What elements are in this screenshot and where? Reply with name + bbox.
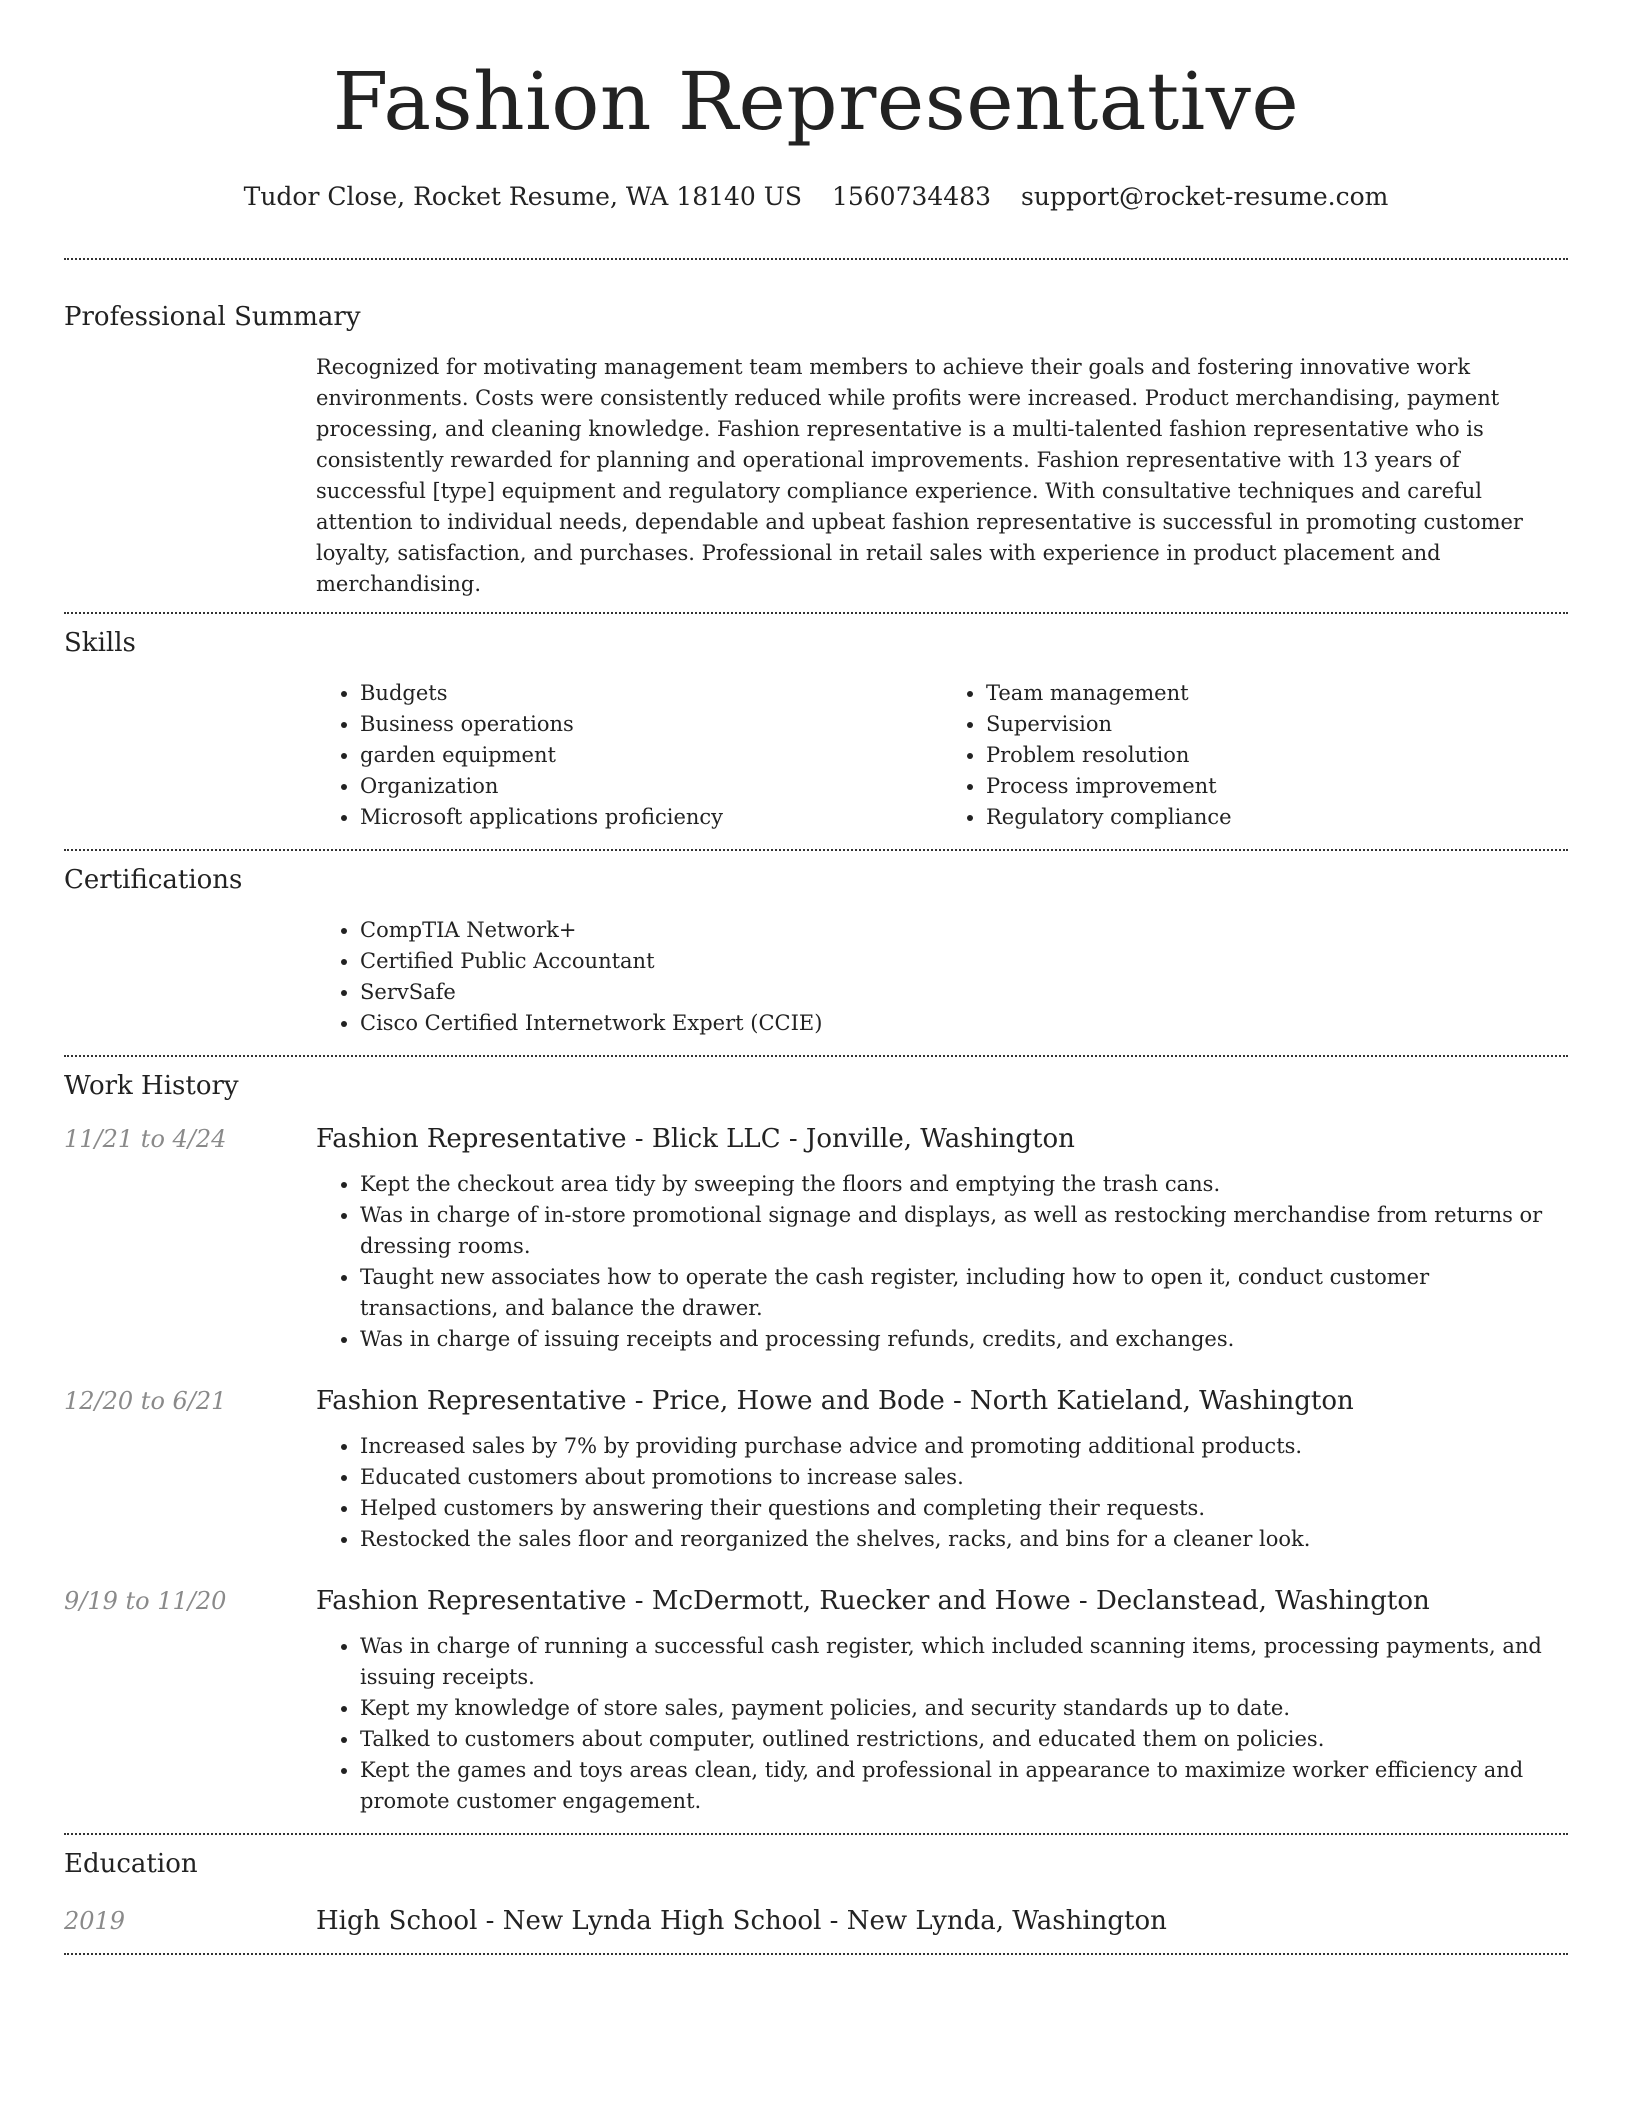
list-item: • Was in charge of in-store promotional signage and displays, as well as restocking merchandise from returns or dressing rooms. <box>360 1200 1568 1262</box>
job-position: Fashion Representative <box>316 1386 627 1416</box>
list-item: • Problem resolution <box>986 740 1568 771</box>
certifications-list <box>316 915 1568 1039</box>
summary-section <box>64 260 1568 600</box>
education-details: - New Lynda High School - New Lynda, Washington <box>477 1906 1167 1936</box>
job-bullet-list <box>316 1169 1568 1355</box>
job-title <box>316 1123 1075 1155</box>
job-position: Fashion Representative <box>316 1586 627 1616</box>
list-item: • Increased sales by 7% by providing purchase advice and promoting additional products. <box>360 1431 1568 1462</box>
skills-list-left <box>316 678 942 833</box>
job-bullets <box>316 1431 1568 1555</box>
list-item: • Was in charge of issuing receipts and processing refunds, credits, and exchanges. <box>360 1324 1568 1355</box>
contact-address: Tudor Close, Rocket Resume, WA 18140 US <box>243 182 802 211</box>
list-item: • Process improvement <box>986 771 1568 802</box>
job-title <box>316 1585 1430 1617</box>
job-dates: 11/21 to 4/24 <box>64 1125 227 1153</box>
list-item: • Helped customers by answering their questions and completing their requests. <box>360 1493 1568 1524</box>
education-section <box>64 1835 1568 1953</box>
education-degree: High School <box>316 1906 478 1936</box>
job-entry <box>64 1385 1568 1555</box>
education-entry <box>64 1905 1568 1937</box>
contact-phone: 1560734483 <box>831 182 992 211</box>
list-item: • Restocked the sales floor and reorganized the shelves, racks, and bins for a cleaner look. <box>360 1524 1568 1555</box>
list-item: • Taught new associates how to operate the cash register, including how to open it, conduct customer transactions, and balance the drawer. <box>360 1262 1568 1324</box>
job-header <box>64 1385 1568 1417</box>
skills-list-right <box>942 678 1568 833</box>
job-title <box>316 1385 1354 1417</box>
job-header <box>64 1123 1568 1155</box>
divider <box>64 1953 1568 1955</box>
job-entry <box>64 1585 1568 1817</box>
job-dates: 12/20 to 6/21 <box>64 1387 227 1415</box>
section-title-work: Work History <box>64 1071 239 1101</box>
job-header <box>64 1585 1568 1617</box>
section-title-skills: Skills <box>64 628 136 658</box>
work-section <box>64 1057 1568 1833</box>
list-item: • Budgets <box>360 678 942 709</box>
contact-line <box>64 180 1568 214</box>
job-bullets <box>316 1169 1568 1355</box>
list-item: • Kept my knowledge of store sales, payment policies, and security standards up to date. <box>360 1693 1568 1724</box>
skills-columns <box>316 678 1568 833</box>
list-item: • CompTIA Network+ <box>360 915 1568 946</box>
list-item: • Talked to customers about computer, outlined restrictions, and educated them on policies. <box>360 1724 1568 1755</box>
job-bullet-list <box>316 1431 1568 1555</box>
list-item: • Was in charge of running a successful cash register, which included scanning items, processing payments, and issuing receipts. <box>360 1631 1568 1693</box>
job-bullet-list <box>316 1631 1568 1817</box>
section-title-education: Education <box>64 1849 198 1879</box>
education-header <box>64 1905 1568 1937</box>
skills-section <box>64 614 1568 849</box>
job-details: - Price, Howe and Bode - North Katieland, Washington <box>626 1386 1354 1416</box>
list-item: • Regulatory compliance <box>986 802 1568 833</box>
list-item: • Certified Public Accountant <box>360 946 1568 977</box>
resume-name: Fashion Representative <box>332 55 1300 148</box>
summary-text: Recognized for motivating management team members to achieve their goals and fostering innovative work environments. Costs were consistently reduced while profits were increased. Product merchandising, payment processing, and cleaning knowledge. Fashion representative is a multi-talented fashion representative who is consistently rewarded for planning and operational improvements. Fashion representative with 13 years of successful [type] equipment and regulatory compliance experience. With consultative techniques and careful attention to individual needs, dependable and upbeat fashion representative is successful in promoting customer loyalty, satisfaction, and purchases. Professional in retail sales with experience in product placement and merchandising. <box>316 355 1523 596</box>
certifications-section <box>64 851 1568 1055</box>
list-item: • Organization <box>360 771 942 802</box>
list-item: • Business operations <box>360 709 942 740</box>
job-entry <box>64 1123 1568 1355</box>
certifications-content <box>316 915 1568 1039</box>
job-bullets <box>316 1631 1568 1817</box>
education-title <box>316 1905 1167 1937</box>
job-details: - McDermott, Ruecker and Howe - Declanstead, Washington <box>626 1586 1430 1616</box>
job-details: - Blick LLC - Jonville, Washington <box>626 1124 1075 1154</box>
job-dates: 9/19 to 11/20 <box>64 1587 227 1615</box>
list-item: • Cisco Certified Internetwork Expert (CCIE) <box>360 1008 1568 1039</box>
section-title-summary: Professional Summary <box>64 302 361 332</box>
list-item: • Team management <box>986 678 1568 709</box>
list-item: • garden equipment <box>360 740 942 771</box>
list-item: • ServSafe <box>360 977 1568 1008</box>
list-item: • Microsoft applications proficiency <box>360 802 942 833</box>
list-item: • Educated customers about promotions to increase sales. <box>360 1462 1568 1493</box>
job-position: Fashion Representative <box>316 1124 627 1154</box>
section-title-certifications: Certifications <box>64 865 243 895</box>
list-item: • Kept the games and toys areas clean, tidy, and professional in appearance to maximize worker efficiency and promote customer engagement. <box>360 1755 1568 1817</box>
list-item: • Kept the checkout area tidy by sweeping the floors and emptying the trash cans. <box>360 1169 1568 1200</box>
list-item: • Supervision <box>986 709 1568 740</box>
contact-email: support@rocket-resume.com <box>1021 182 1389 211</box>
education-year: 2019 <box>64 1907 126 1935</box>
